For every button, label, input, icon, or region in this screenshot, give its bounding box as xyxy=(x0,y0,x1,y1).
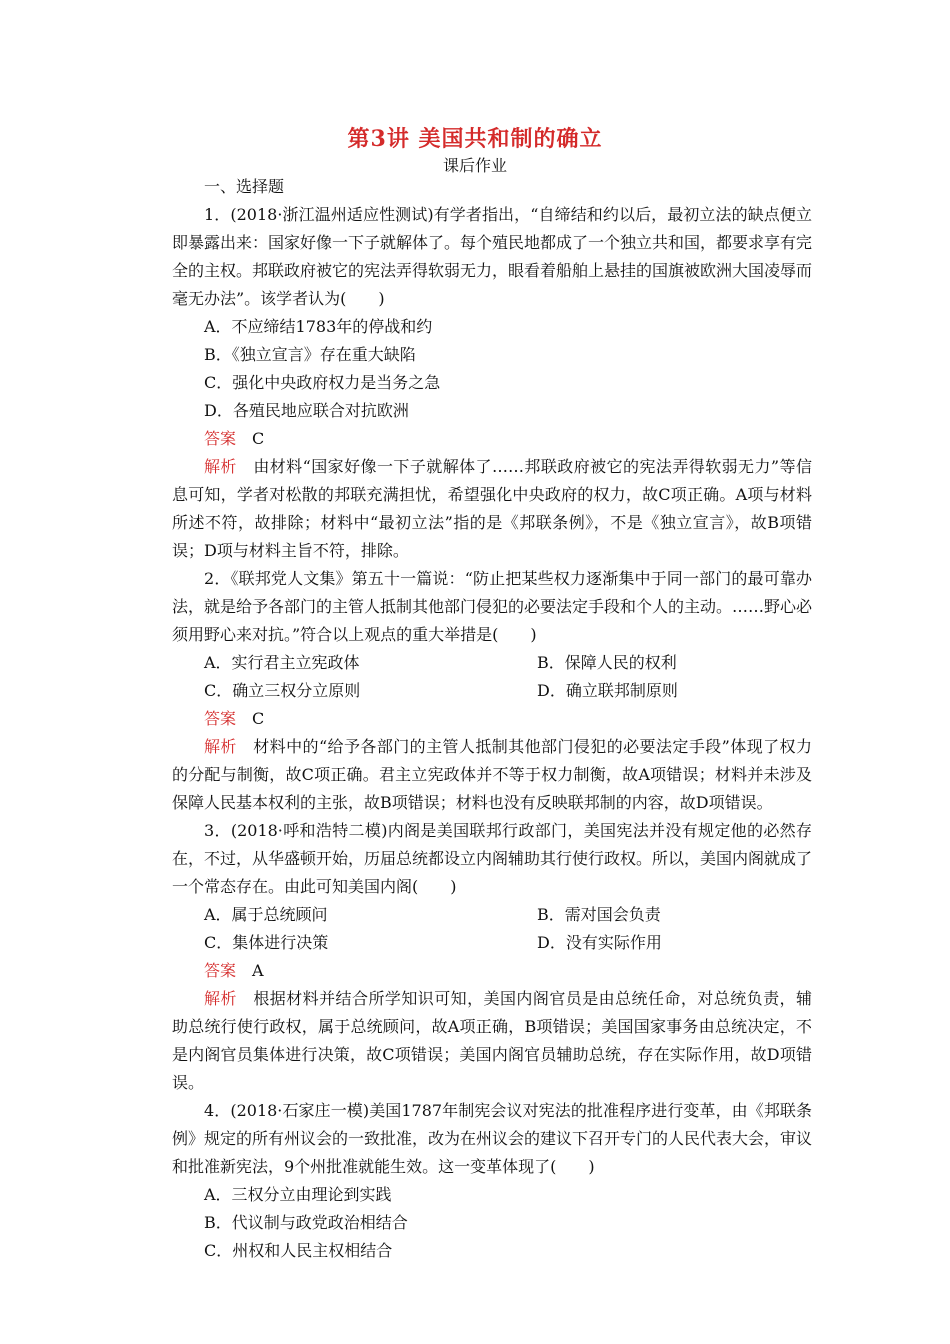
question-3-option-c: C．集体进行决策 xyxy=(204,933,329,952)
page-subtitle: 课后作业 xyxy=(442,156,507,175)
question-2-analysis xyxy=(172,733,812,817)
question-3-options-row-2 xyxy=(172,929,812,957)
question-4-option-c: C．州权和人民主权相结合 xyxy=(204,1241,393,1260)
section-heading: 一、选择题 xyxy=(204,177,285,196)
answer-value: C xyxy=(252,429,265,448)
question-3-stem: 3．(2018·呼和浩特二模)内阁是美国联邦行政部门，美国宪法并没有规定他的必然存在，不过，从华盛顿开始，历届总统都设立内阁辅助其行使行政权。所以，美国内阁就成了一个常态存在。由此可知美国内阁( ) xyxy=(172,821,813,896)
analysis-text: 由材料“国家好像一下子就解体了……邦联政府被它的宪法弄得软弱无力”等信息可知，学者对松散的邦联充满担忧，希望强化中央政府的权力，故C项正确。A项与材料所述不符，故排除；材料中“最初立法”指的是《邦联条例》，不是《独立宣言》，故B项错误；D项与材料主旨不符，排除。 xyxy=(172,457,812,560)
answer-label: 答案 xyxy=(204,961,237,980)
question-2-option-a: A．实行君主立宪政体 xyxy=(204,653,360,672)
question-2-options-row-2 xyxy=(172,677,812,705)
question-1-answer xyxy=(172,425,812,453)
question-3-options-row-1 xyxy=(172,901,812,929)
question-1-option-c: C．强化中央政府权力是当务之急 xyxy=(204,373,441,392)
analysis-text: 材料中的“给予各部门的主管人抵制其他部门侵犯的必要法定手段”体现了权力的分配与制衡，故C项正确。君主立宪政体并不等于权力制衡，故A项错误；材料并未涉及保障人民基本权利的主张，故B项错误；材料也没有反映联邦制的内容，故D项错误。 xyxy=(172,737,812,812)
answer-label: 答案 xyxy=(204,709,237,728)
question-2-option-d: D．确立联邦制原则 xyxy=(537,681,678,700)
answer-label: 答案 xyxy=(204,429,237,448)
question-3-option-d: D．没有实际作用 xyxy=(537,933,662,952)
question-2-answer xyxy=(172,705,812,733)
question-4-option-a: A．三权分立由理论到实践 xyxy=(204,1185,392,1204)
document-body xyxy=(172,173,812,1265)
question-2-option-c: C．确立三权分立原则 xyxy=(204,681,361,700)
question-2-options-row-1 xyxy=(172,649,812,677)
question-3-answer xyxy=(172,957,812,985)
question-1-analysis xyxy=(172,453,812,565)
question-3-option-a: A．属于总统顾问 xyxy=(204,905,328,924)
analysis-label: 解析 xyxy=(204,737,237,756)
answer-value: A xyxy=(252,961,264,980)
analysis-label: 解析 xyxy=(204,989,237,1008)
question-4-stem: 4．(2018·石家庄一模)美国1787年制宪会议对宪法的批准程序进行变革，由《邦联条例》规定的所有州议会的一致批准，改为在州议会的建议下召开专门的人民代表大会，审议和批准新宪法，9个州批准就能生效。这一变革体现了( ) xyxy=(172,1101,813,1176)
page-title: 第3讲 美国共和制的确立 xyxy=(347,126,603,152)
question-3-option-b: B．需对国会负责 xyxy=(537,905,661,924)
question-1-stem: 1．(2018·浙江温州适应性测试)有学者指出，“自缔结和约以后，最初立法的缺点便立即暴露出来：国家好像一下子就解体了。每个殖民地都成了一个独立共和国，都要求享有完全的主权。邦联政府被它的宪法弄得软弱无力，眼看着船舶上悬挂的国旗被欧洲大国凌辱而毫无办法”。该学者认为( ) xyxy=(172,205,813,308)
question-3-analysis xyxy=(172,985,812,1097)
question-1-option-b: B．《独立宣言》存在重大缺陷 xyxy=(204,345,416,364)
question-1-option-d: D．各殖民地应联合对抗欧洲 xyxy=(204,401,409,420)
answer-value: C xyxy=(252,709,265,728)
question-4-option-b: B．代议制与政党政治相结合 xyxy=(204,1213,408,1232)
question-1-option-a: A．不应缔结1783年的停战和约 xyxy=(204,317,433,336)
question-2-stem: 2．《联邦党人文集》第五十一篇说：“防止把某些权力逐渐集中于同一部门的最可靠办法，就是给予各部门的主管人抵制其他部门侵犯的必要法定手段和个人的主动。……野心必须用野心来对抗。”符合以上观点的重大举措是( ) xyxy=(172,569,813,644)
question-2-option-b: B．保障人民的权利 xyxy=(537,653,677,672)
analysis-text: 根据材料并结合所学知识可知，美国内阁官员是由总统任命，对总统负责，辅助总统行使行政权，属于总统顾问，故A项正确，B项错误；美国国家事务由总统决定，不是内阁官员集体进行决策，故C项错误；美国内阁官员辅助总统，存在实际作用，故D项错误。 xyxy=(172,989,812,1092)
analysis-label: 解析 xyxy=(204,457,237,476)
